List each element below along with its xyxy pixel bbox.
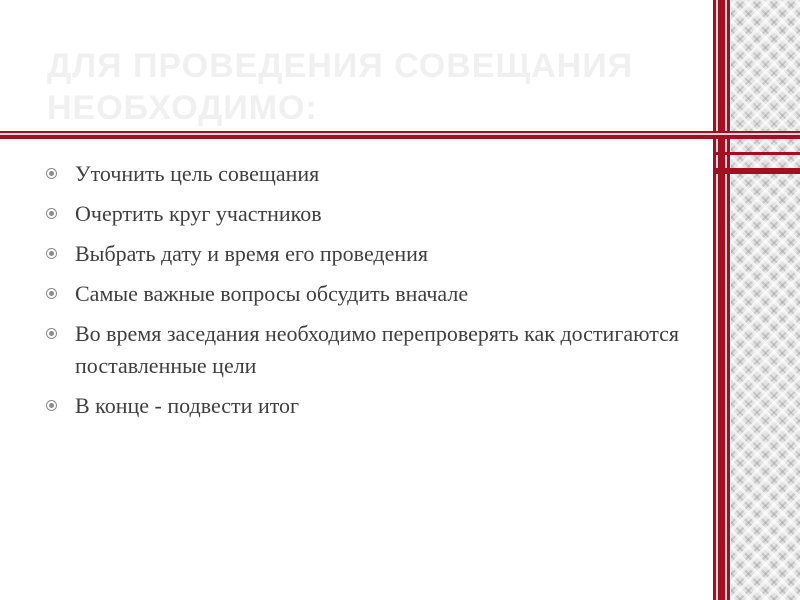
bullet-item-5: [44, 318, 684, 382]
circle-bullet-icon: [46, 168, 57, 179]
circle-bullet-icon: [46, 208, 57, 219]
bullet-text: Самые важные вопросы обсудить вначале: [75, 281, 469, 306]
bullet-text: Выбрать дату и время его проведения: [75, 241, 429, 266]
circle-bullet-icon: [46, 328, 57, 339]
bullet-list: [44, 158, 684, 430]
slide-title: ДЛЯ ПРОВЕДЕНИЯ СОВЕЩАНИЯ НЕОБХОДИМО:: [47, 47, 634, 127]
bullet-item-2: [44, 198, 684, 230]
circle-bullet-icon: [46, 400, 57, 411]
bullet-text: В конце - подвести итог: [75, 393, 300, 418]
circle-bullet-icon: [46, 248, 57, 259]
horizontal-red-bar: [0, 131, 800, 139]
decorative-pattern-panel: [731, 0, 800, 600]
short-red-bar-upper: [713, 152, 800, 155]
bullet-item-1: [44, 158, 684, 190]
circle-bullet-icon: [46, 288, 57, 299]
vertical-red-bar: [713, 0, 730, 600]
short-red-bar-lower: [713, 168, 800, 174]
bullet-item-3: [44, 238, 684, 270]
bullet-text: Очертить круг участников: [75, 201, 322, 226]
bullet-text: Уточнить цель совещания: [75, 161, 320, 186]
bullet-text: Во время заседания необходимо перепроверять как достигаются поставленные цели: [75, 321, 680, 378]
bullet-item-6: [44, 390, 684, 422]
bullet-item-4: [44, 278, 684, 310]
